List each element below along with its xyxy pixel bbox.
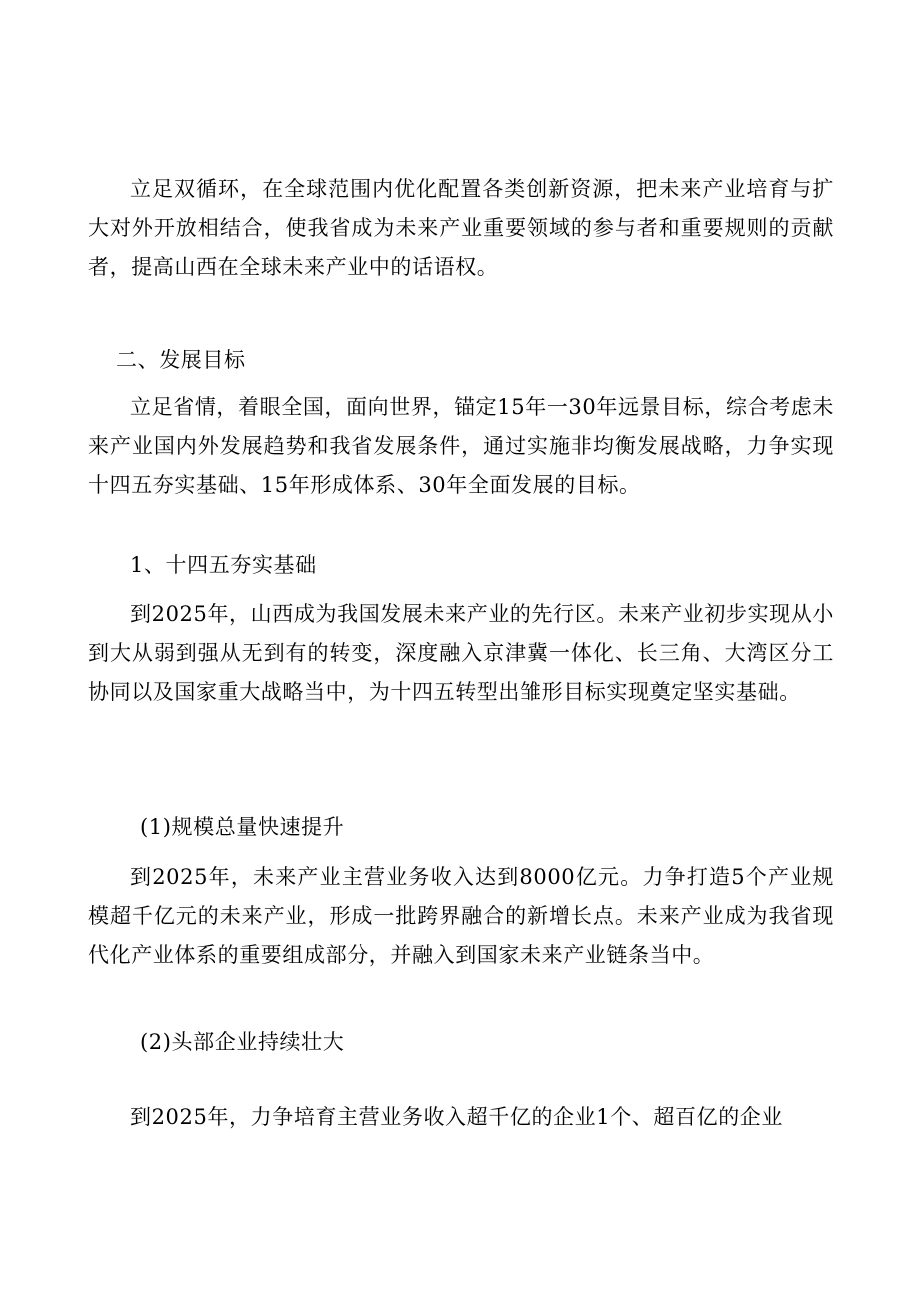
subsection-heading-14th-five-year: 1、十四五夯实基础 (130, 553, 317, 577)
paragraph-2025-revenue-target: 到2025年，未来产业主营业务收入达到8000亿元。力争打造5个产业规模超千亿元的未来产业，形成一批跨界融合的新增长点。未来产业成为我省现代化产业体系的重要组成部分，并融入到国家未来产业链条当中。 (88, 865, 834, 967)
paragraph-dual-circulation: 立足双循环，在全球范围内优化配置各类创新资源，把未来产业培育与扩大对外开放相结合，使我省成为未来产业重要领域的参与者和重要规则的贡献者，提高山西在全球未来产业中的话语权。 (88, 177, 834, 279)
item-heading-scale-growth: (1)规模总量快速提升 (140, 815, 345, 839)
paragraph-2025-enterprise-target: 到2025年，力争培育主营业务收入超千亿的企业1个、超百亿的企业 (130, 1105, 784, 1129)
paragraph-2025-pilot-zone: 到2025年，山西成为我国发展未来产业的先行区。未来产业初步实现从小到大从弱到强从无到有的转变，深度融入京津冀一体化、长三角、大湾区分工协同以及国家重大战略当中，为十四五转型出雏形目标实现奠定坚实基础。 (88, 602, 834, 704)
section-heading-development-goals: 二、发展目标 (116, 348, 246, 372)
paragraph-goals-overview: 立足省情，着眼全国，面向世界，锚定15年一30年远景目标，综合考虑未来产业国内外发展趋势和我省发展条件，通过实施非均衡发展战略，力争实现十四五夯实基础、15年形成体系、30年全面发展的目标。 (88, 395, 834, 497)
item-heading-leading-enterprises: (2)头部企业持续壮大 (140, 1030, 345, 1054)
